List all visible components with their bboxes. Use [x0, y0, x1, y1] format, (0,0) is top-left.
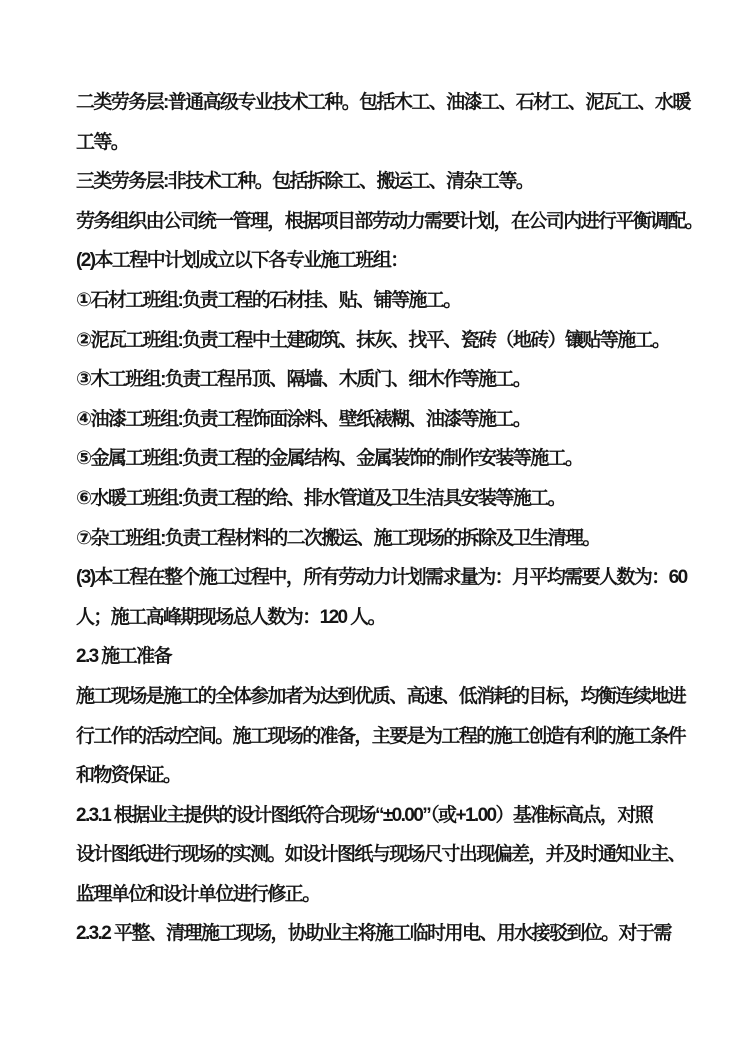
text-line: ③木工班组:负责工程吊顶、隔墙、木质门、细木作等施工。	[76, 369, 531, 391]
text-line: 2.3.2 平整、清理施工现场，协助业主将施工临时用电、用水接驳到位。对于需	[76, 923, 671, 945]
text-line: 监理单位和设计单位进行修正。	[76, 883, 320, 905]
text-line: 和物资保证。	[76, 765, 181, 787]
text-line: ⑥水暖工班组:负责工程的给、排水管道及卫生洁具安装等施工。	[76, 487, 566, 509]
text-line: 2.3 施工准备	[76, 646, 171, 668]
text-line: ②泥瓦工班组:负责工程中土建砌筑、抹灰、找平、瓷砖（地砖）镶贴等施工。	[76, 329, 670, 351]
text-line: 三类劳务层:非技术工种。包括拆除工、搬运工、清杂工等。	[76, 171, 534, 193]
text-line: ⑤金属工班组:负责工程的金属结构、金属装饰的制作安装等施工。	[76, 448, 583, 470]
text-line: 行工作的活动空间。施工现场的准备，主要是为工程的施工创造有利的施工条件	[76, 725, 686, 747]
text-line: 劳务组织由公司统一管理，根据项目部劳动力需要计划，在公司内进行平衡调配。	[76, 210, 703, 232]
text-line: 工等。	[76, 131, 129, 153]
text-line: 2.3.1 根据业主提供的设计图纸符合现场“±0.00”（或+1.00）基准标高点，对照	[76, 804, 653, 826]
text-line: 人；施工高峰期现场总人数为：120 人。	[76, 606, 385, 628]
text-line: 二类劳务层:普通高级专业技术工种。包括木工、油漆工、石材工、泥瓦工、水暖	[76, 92, 690, 113]
text-line: (2)本工程中计划成立以下各专业施工班组：	[76, 250, 408, 272]
text-line: ①石材工班组:负责工程的石材挂、贴、铺等施工。	[76, 289, 461, 311]
text-line: 施工现场是施工的全体参加者为达到优质、高速、低消耗的目标，均衡连续地进	[76, 685, 686, 707]
text-line: ④油漆工班组:负责工程饰面涂料、壁纸裱糊、油漆等施工。	[76, 408, 531, 430]
text-line: (3)本工程在整个施工过程中，所有劳动力计划需求量为：月平均需要人数为：60	[76, 567, 687, 589]
document-text-block	[76, 83, 714, 954]
text-line: ⑦杂工班组:负责工程材料的二次搬运、施工现场的拆除及卫生清理。	[76, 527, 600, 549]
text-line: 设计图纸进行现场的实测。如设计图纸与现场尺寸出现偏差，并及时通知业主、	[76, 844, 686, 866]
